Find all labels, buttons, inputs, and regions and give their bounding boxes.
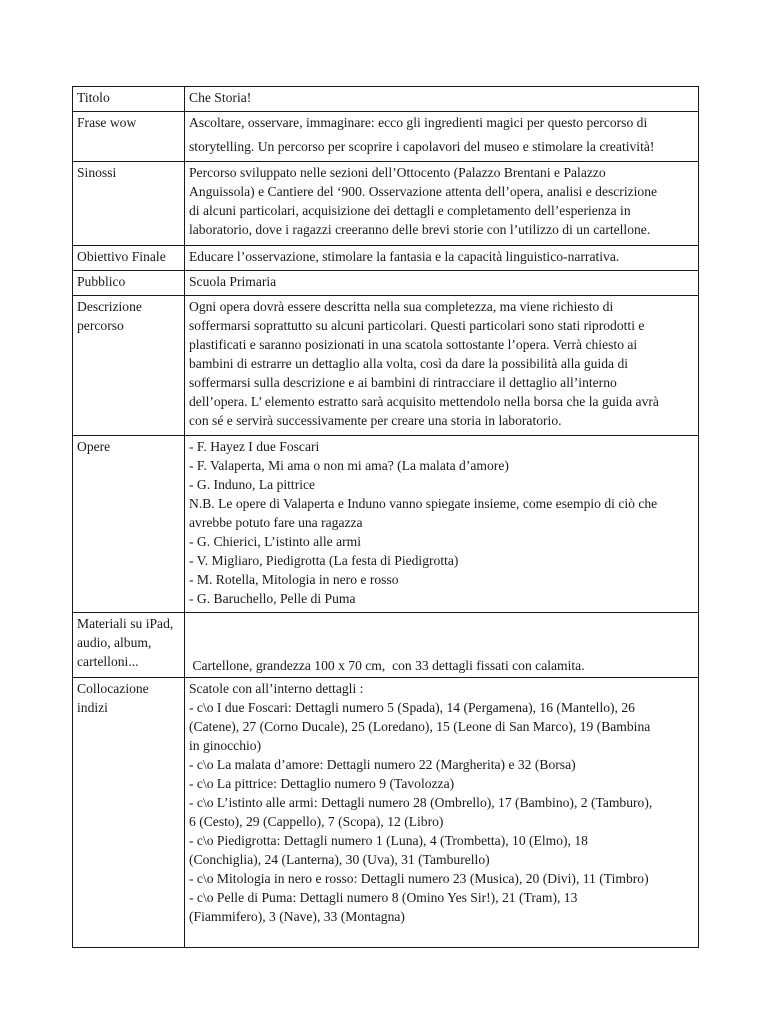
row-obiettivo [73,246,699,271]
text-line: Ogni opera dovrà essere descritta nella sua completezza, ma viene richiesto di [189,299,614,314]
label-line: Descrizione [77,299,142,314]
value-pubblico: Scuola Primaria [185,271,699,296]
value-obiettivo: Educare l’osservazione, stimolare la fantasia e la capacità linguistico-narrativa. [185,246,699,271]
text-line: dell’opera. L’ elemento estratto sarà acquisito mettendolo nella borsa che la guida avrà [189,394,659,409]
value-frase-wow [185,112,699,162]
text-line: avrebbe potuto fare una ragazza [189,515,363,530]
label-line: Collocazione [77,681,149,696]
text-line: - F. Hayez I due Foscari [189,439,320,454]
text-line: (Fiammifero), 3 (Nave), 33 (Montagna) [189,909,405,924]
value-sinossi [185,162,699,246]
value-descrizione [185,296,699,436]
label-pubblico: Pubblico [73,271,185,296]
text-line: - F. Valaperta, Mi ama o non mi ama? (La malata d’amore) [189,458,509,473]
text-line: Scatole con all’interno dettagli : [189,681,364,696]
label-collocazione [73,678,185,948]
text-line: - c\o Pelle di Puma: Dettagli numero 8 (Omino Yes Sir!), 21 (Tram), 13 [189,890,578,905]
label-line: Materiali su iPad, [77,616,174,631]
row-frase-wow [73,112,699,162]
value-materiali [185,613,699,678]
text-line: - G. Chierici, L’istinto alle armi [189,534,362,549]
label-line: indizi [77,700,108,715]
text-line: - c\o I due Foscari: Dettagli numero 5 (Spada), 14 (Pergamena), 16 (Mantello), 26 [189,700,635,715]
label-titolo: Titolo [73,87,185,112]
text-line: con sé e servirà successivamente per creare una storia in laboratorio. [189,413,562,428]
text-line: 6 (Cesto), 29 (Cappello), 7 (Scopa), 12 (Libro) [189,814,444,829]
text-line: - M. Rotella, Mitologia in nero e rosso [189,572,399,587]
text-line: Anguissola) e Cantiere del ‘900. Osservazione attenta dell’opera, analisi e descrizione [189,184,658,199]
text-line: - G. Baruchello, Pelle di Puma [189,591,356,606]
text-line: soffermarsi soprattutto su alcuni particolari. Questi particolari sono stati riprodotti e [189,318,645,333]
text-line: storytelling. Un percorso per scoprire i capolavori del museo e stimolare la creatività! [189,139,655,154]
text-line: plastificati e saranno posizionati in una scatola sottostante l’opera. Verrà chiesto ai [189,337,638,352]
text-line: - c\o Mitologia in nero e rosso: Dettagli numero 23 (Musica), 20 (Divi), 11 (Timbro) [189,871,649,886]
text-line: N.B. Le opere di Valaperta e Induno vanno spiegate insieme, come esempio di ciò che [189,496,658,511]
value-opere [185,436,699,613]
row-materiali [73,613,699,678]
text-line: bambini di estrarre un dettaglio alla volta, così da dare la possibilità alla guida di [189,356,629,371]
value-titolo: Che Storia! [185,87,699,112]
text-line: - c\o La malata d’amore: Dettagli numero 22 (Margherita) e 32 (Borsa) [189,757,576,772]
text-line: Cartellone, grandezza 100 x 70 cm, con 33 dettagli fissati con calamita. [189,658,585,673]
text-line: (Conchiglia), 24 (Lanterna), 30 (Uva), 31 (Tamburello) [189,852,490,867]
text-line: soffermarsi sulla descrizione e ai bambini di rintracciare il dettaglio all’interno [189,375,617,390]
row-collocazione [73,678,699,948]
text-line: - c\o La pittrice: Dettaglio numero 9 (Tavolozza) [189,776,455,791]
value-collocazione [185,678,699,948]
row-sinossi [73,162,699,246]
label-materiali [73,613,185,678]
text-line: in ginocchio) [189,738,262,753]
label-sinossi: Sinossi [73,162,185,246]
text-line: di alcuni particolari, acquisizione dei dettagli e completamento dell’esperienza in [189,203,631,218]
text-line: - V. Migliaro, Piedigrotta (La festa di Piedigrotta) [189,553,459,568]
label-descrizione [73,296,185,436]
row-pubblico [73,271,699,296]
text-line: (Catene), 27 (Corno Ducale), 25 (Loredano), 15 (Leone di San Marco), 19 (Bambina [189,719,651,734]
row-opere [73,436,699,613]
text-line: - G. Induno, La pittrice [189,477,316,492]
label-frase-wow: Frase wow [73,112,185,162]
text-line: Percorso sviluppato nelle sezioni dell’Ottocento (Palazzo Brentani e Palazzo [189,165,606,180]
label-opere: Opere [73,436,185,613]
text-line: - c\o L’istinto alle armi: Dettagli numero 28 (Ombrello), 17 (Bambino), 2 (Tamburo), [189,795,653,810]
label-line: audio, album, [77,635,152,650]
text-line: - c\o Piedigrotta: Dettagli numero 1 (Luna), 4 (Trombetta), 10 (Elmo), 18 [189,833,588,848]
text-line: Ascoltare, osservare, immaginare: ecco gli ingredienti magici per questo percorso di [189,115,648,130]
label-line: cartelloni... [77,654,139,669]
text-line: laboratorio, dove i ragazzi creeranno delle brevi storie con l’utilizzo di un cartellone. [189,222,651,237]
label-line: percorso [77,318,124,333]
project-sheet-table [72,86,699,948]
label-obiettivo: Obiettivo Finale [73,246,185,271]
row-descrizione [73,296,699,436]
row-titolo [73,87,699,112]
